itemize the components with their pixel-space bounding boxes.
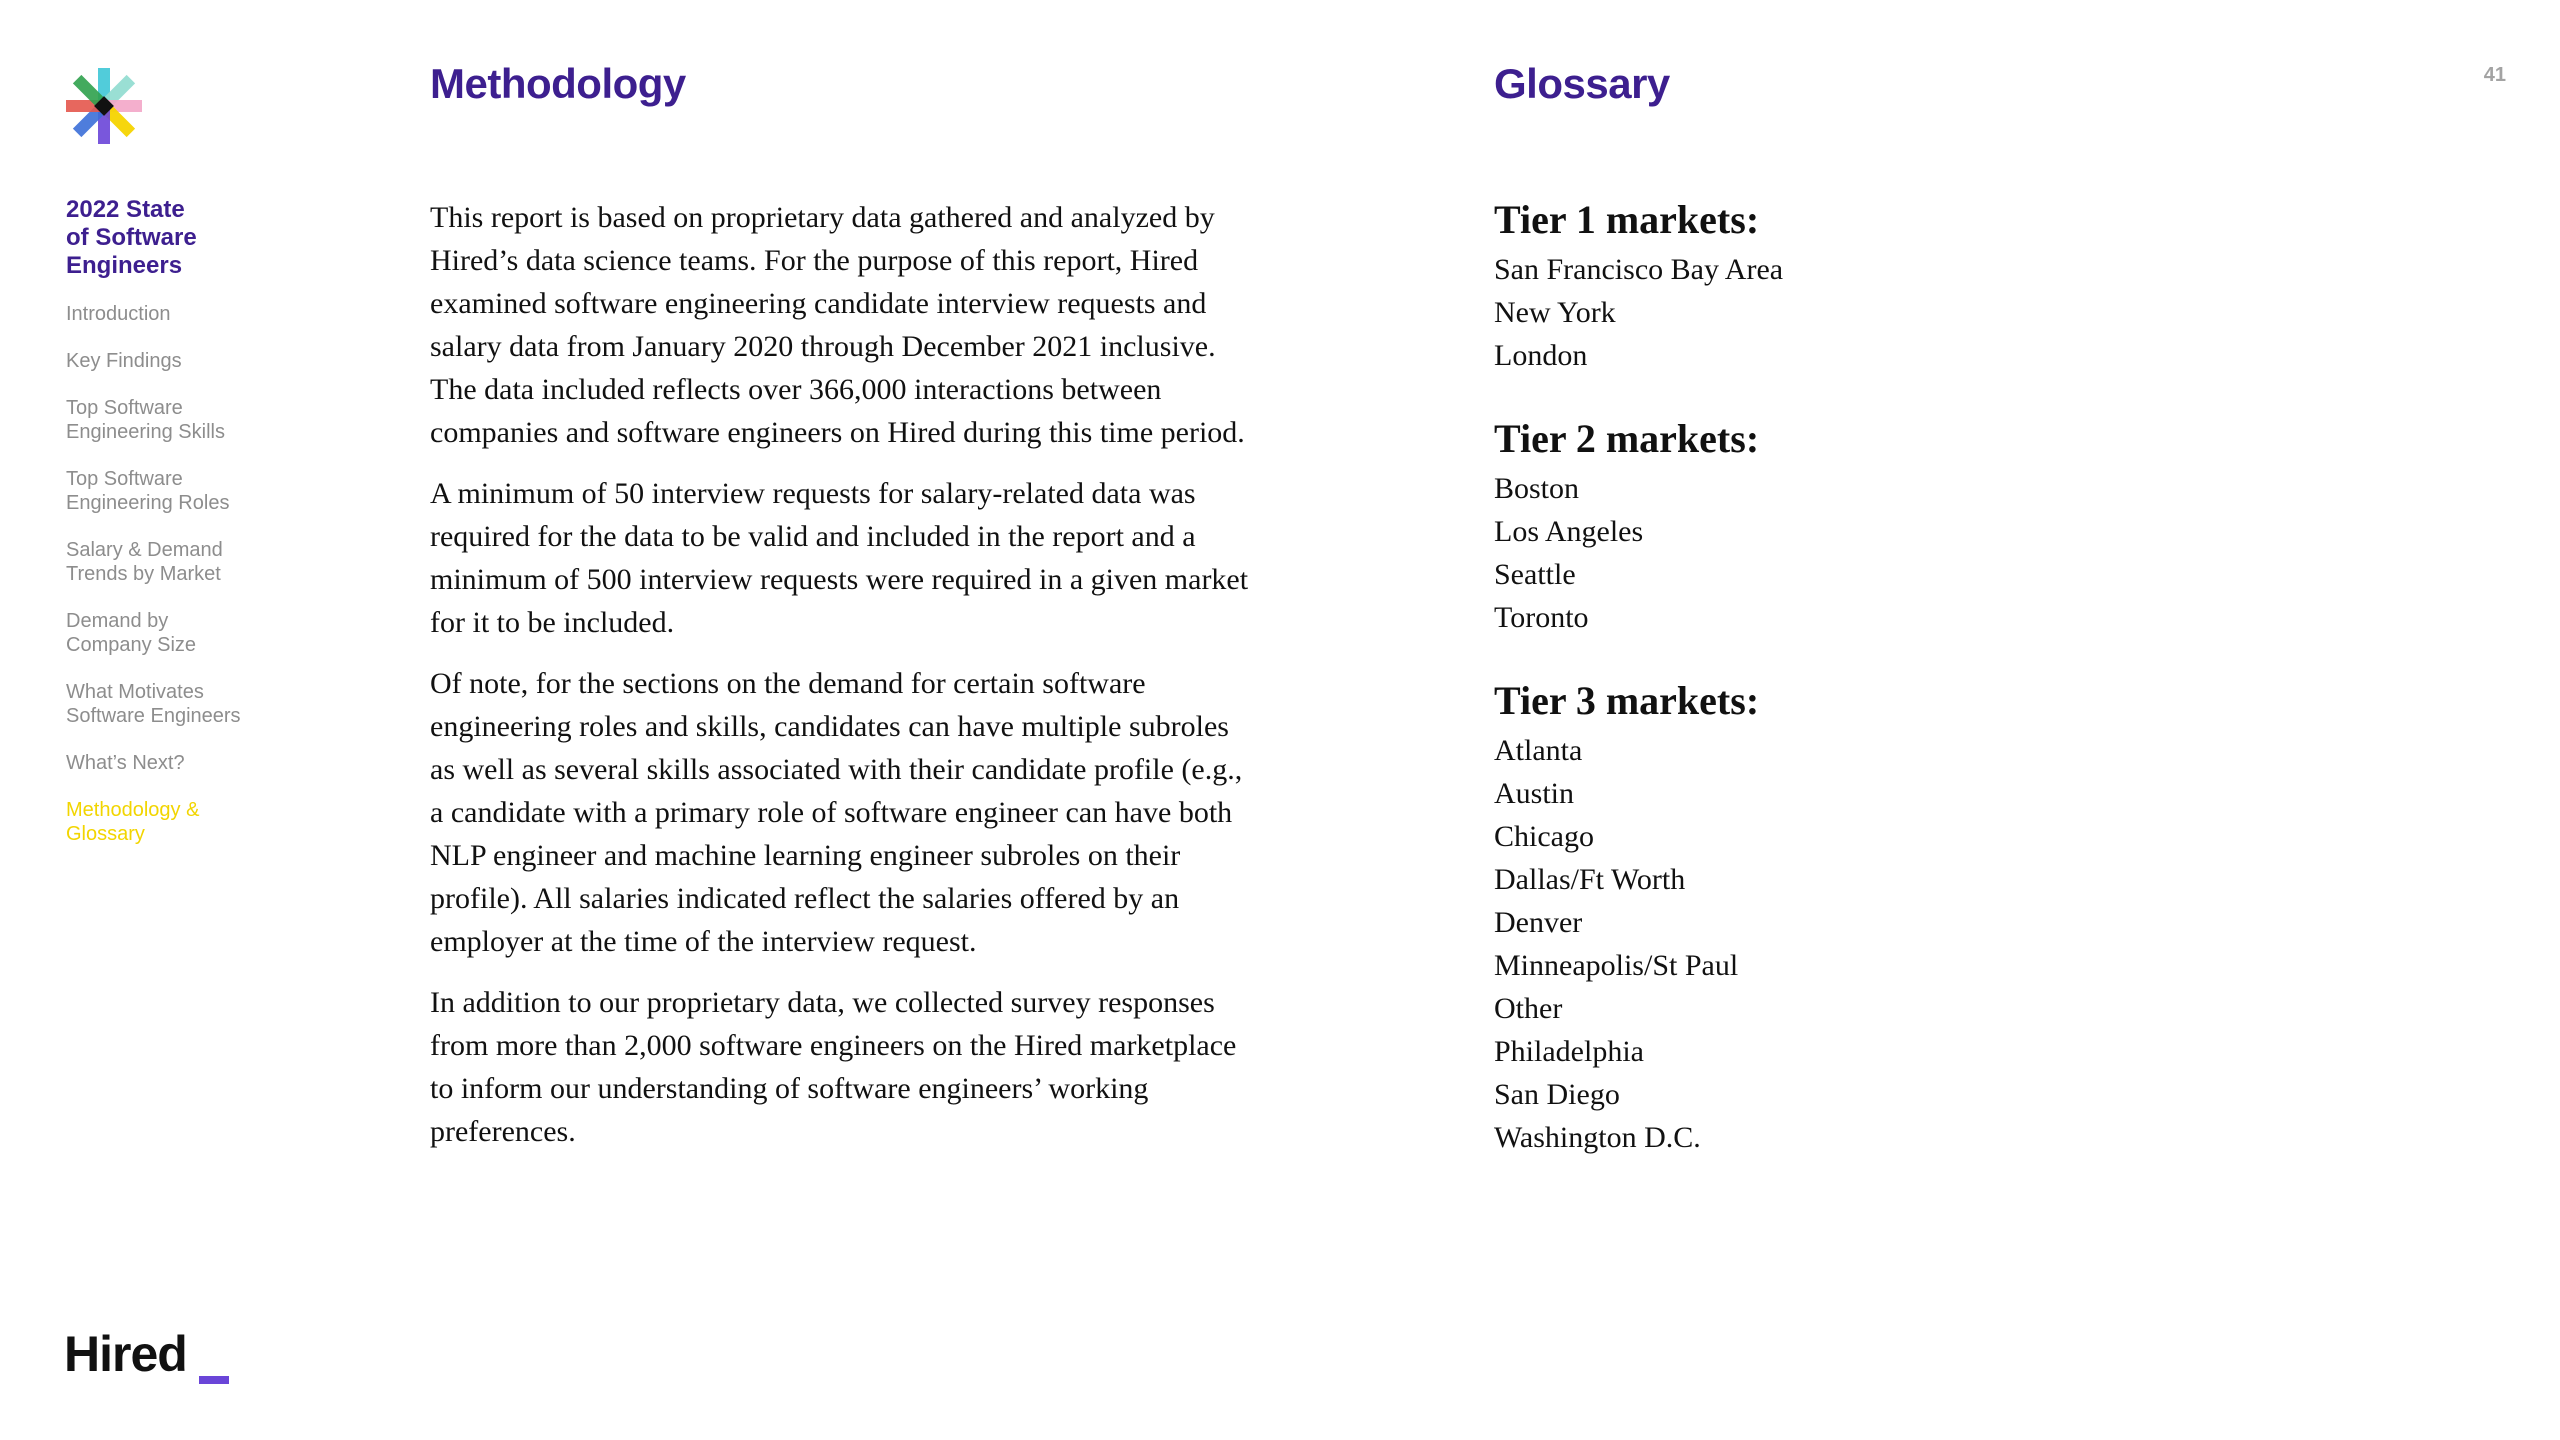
toc-item-salary-demand[interactable] <box>66 538 286 586</box>
methodology-body <box>430 196 1260 1171</box>
glossary-heading: Glossary <box>1494 60 1670 107</box>
toc-item-introduction[interactable] <box>66 302 286 326</box>
market-item: Los Angeles <box>1494 515 1644 548</box>
methodology-paragraph: A minimum of 50 interview requests for salary-related data was required for the data to be valid and included in the report and a minimum of 500 interview requests were required in a given market for it to be included. <box>430 477 1249 639</box>
market-item: Washington D.C. <box>1494 1121 1701 1154</box>
report-title-line: Engineers <box>66 252 183 279</box>
toc-item-company-size[interactable] <box>66 609 286 657</box>
toc-item-label: Glossary <box>66 823 145 845</box>
toc-item-motivates[interactable] <box>66 680 286 728</box>
toc-item-label: Salary & Demand <box>66 539 223 561</box>
toc-item-whats-next[interactable] <box>66 751 286 775</box>
market-item: Toronto <box>1494 601 1589 634</box>
toc-item-label: Company Size <box>66 634 197 656</box>
market-item: Denver <box>1494 906 1583 939</box>
market-item: San Francisco Bay Area <box>1494 253 1784 286</box>
tier-2-group <box>1494 415 2054 639</box>
market-item: Atlanta <box>1494 734 1583 767</box>
market-item: Dallas/Ft Worth <box>1494 863 1686 896</box>
market-item: Minneapolis/St Paul <box>1494 949 1739 982</box>
toc-item-label: Top Software <box>66 397 183 419</box>
market-list <box>1494 248 2054 377</box>
market-list <box>1494 729 2054 1159</box>
toc-item-label: Engineering Roles <box>66 492 230 514</box>
market-item: New York <box>1494 296 1616 329</box>
methodology-paragraph: Of note, for the sections on the demand for certain software engineering roles and skills, candidates can have multiple subroles as well as several skills associated with their candidate profile (e.g., a candidate with a primary role of software engineer can have both NLP engineer and machine learning engineer subroles on their profile). All salaries indicated reflect the salaries offered by an employer at the time of the interview request. <box>430 667 1243 958</box>
toc-item-label: What Motivates <box>66 681 204 703</box>
tier-title: Tier 1 markets: <box>1494 197 1760 242</box>
hired-starburst-logo-icon <box>64 66 144 146</box>
toc-item-label: What’s Next? <box>66 752 185 774</box>
toc-item-label: Demand by <box>66 610 169 632</box>
hired-wordmark-logo: Hired <box>64 1326 187 1382</box>
table-of-contents-nav <box>66 302 286 869</box>
toc-item-label: Top Software <box>66 468 183 490</box>
report-title-line: 2022 State <box>66 196 185 223</box>
toc-item-label: Introduction <box>66 303 171 325</box>
market-item: Austin <box>1494 777 1575 810</box>
toc-item-key-findings[interactable] <box>66 349 286 373</box>
toc-item-label: Software Engineers <box>66 705 241 727</box>
market-item: Other <box>1494 992 1563 1025</box>
methodology-paragraph: In addition to our proprietary data, we collected survey responses from more than 2,000 software engineers on the Hired marketplace to inform our understanding of software engineers’ working preferences. <box>430 986 1237 1148</box>
toc-item-methodology-glossary[interactable] <box>66 798 286 846</box>
market-item: Seattle <box>1494 558 1576 591</box>
toc-item-label: Engineering Skills <box>66 421 225 443</box>
tier-title: Tier 2 markets: <box>1494 416 1760 461</box>
report-title <box>66 196 266 280</box>
toc-item-label: Methodology & <box>66 799 200 821</box>
glossary-section <box>1494 196 2054 1197</box>
page-number: 41 <box>2483 64 2506 86</box>
tier-3-group <box>1494 677 2054 1159</box>
market-item: Philadelphia <box>1494 1035 1644 1068</box>
market-item: Boston <box>1494 472 1580 505</box>
tier-title: Tier 3 markets: <box>1494 678 1760 723</box>
toc-item-top-roles[interactable] <box>66 467 286 515</box>
methodology-paragraph: This report is based on proprietary data gathered and analyzed by Hired’s data science teams. For the purpose of this report, Hired examined software engineering candidate interview requests and salary data from January 2020 through December 2021 inclusive. The data included reflects over 366,000 interactions between companies and software engineers on Hired during this time period. <box>430 201 1245 449</box>
toc-item-top-skills[interactable] <box>66 396 286 444</box>
toc-item-label: Trends by Market <box>66 563 221 585</box>
wordmark-underscore-icon <box>199 1376 229 1384</box>
toc-item-label: Key Findings <box>66 350 182 372</box>
report-title-line: of Software <box>66 224 197 251</box>
methodology-heading: Methodology <box>430 60 686 107</box>
market-item: San Diego <box>1494 1078 1620 1111</box>
market-list <box>1494 467 2054 639</box>
market-item: Chicago <box>1494 820 1594 853</box>
tier-1-group <box>1494 196 2054 377</box>
market-item: London <box>1494 339 1588 372</box>
